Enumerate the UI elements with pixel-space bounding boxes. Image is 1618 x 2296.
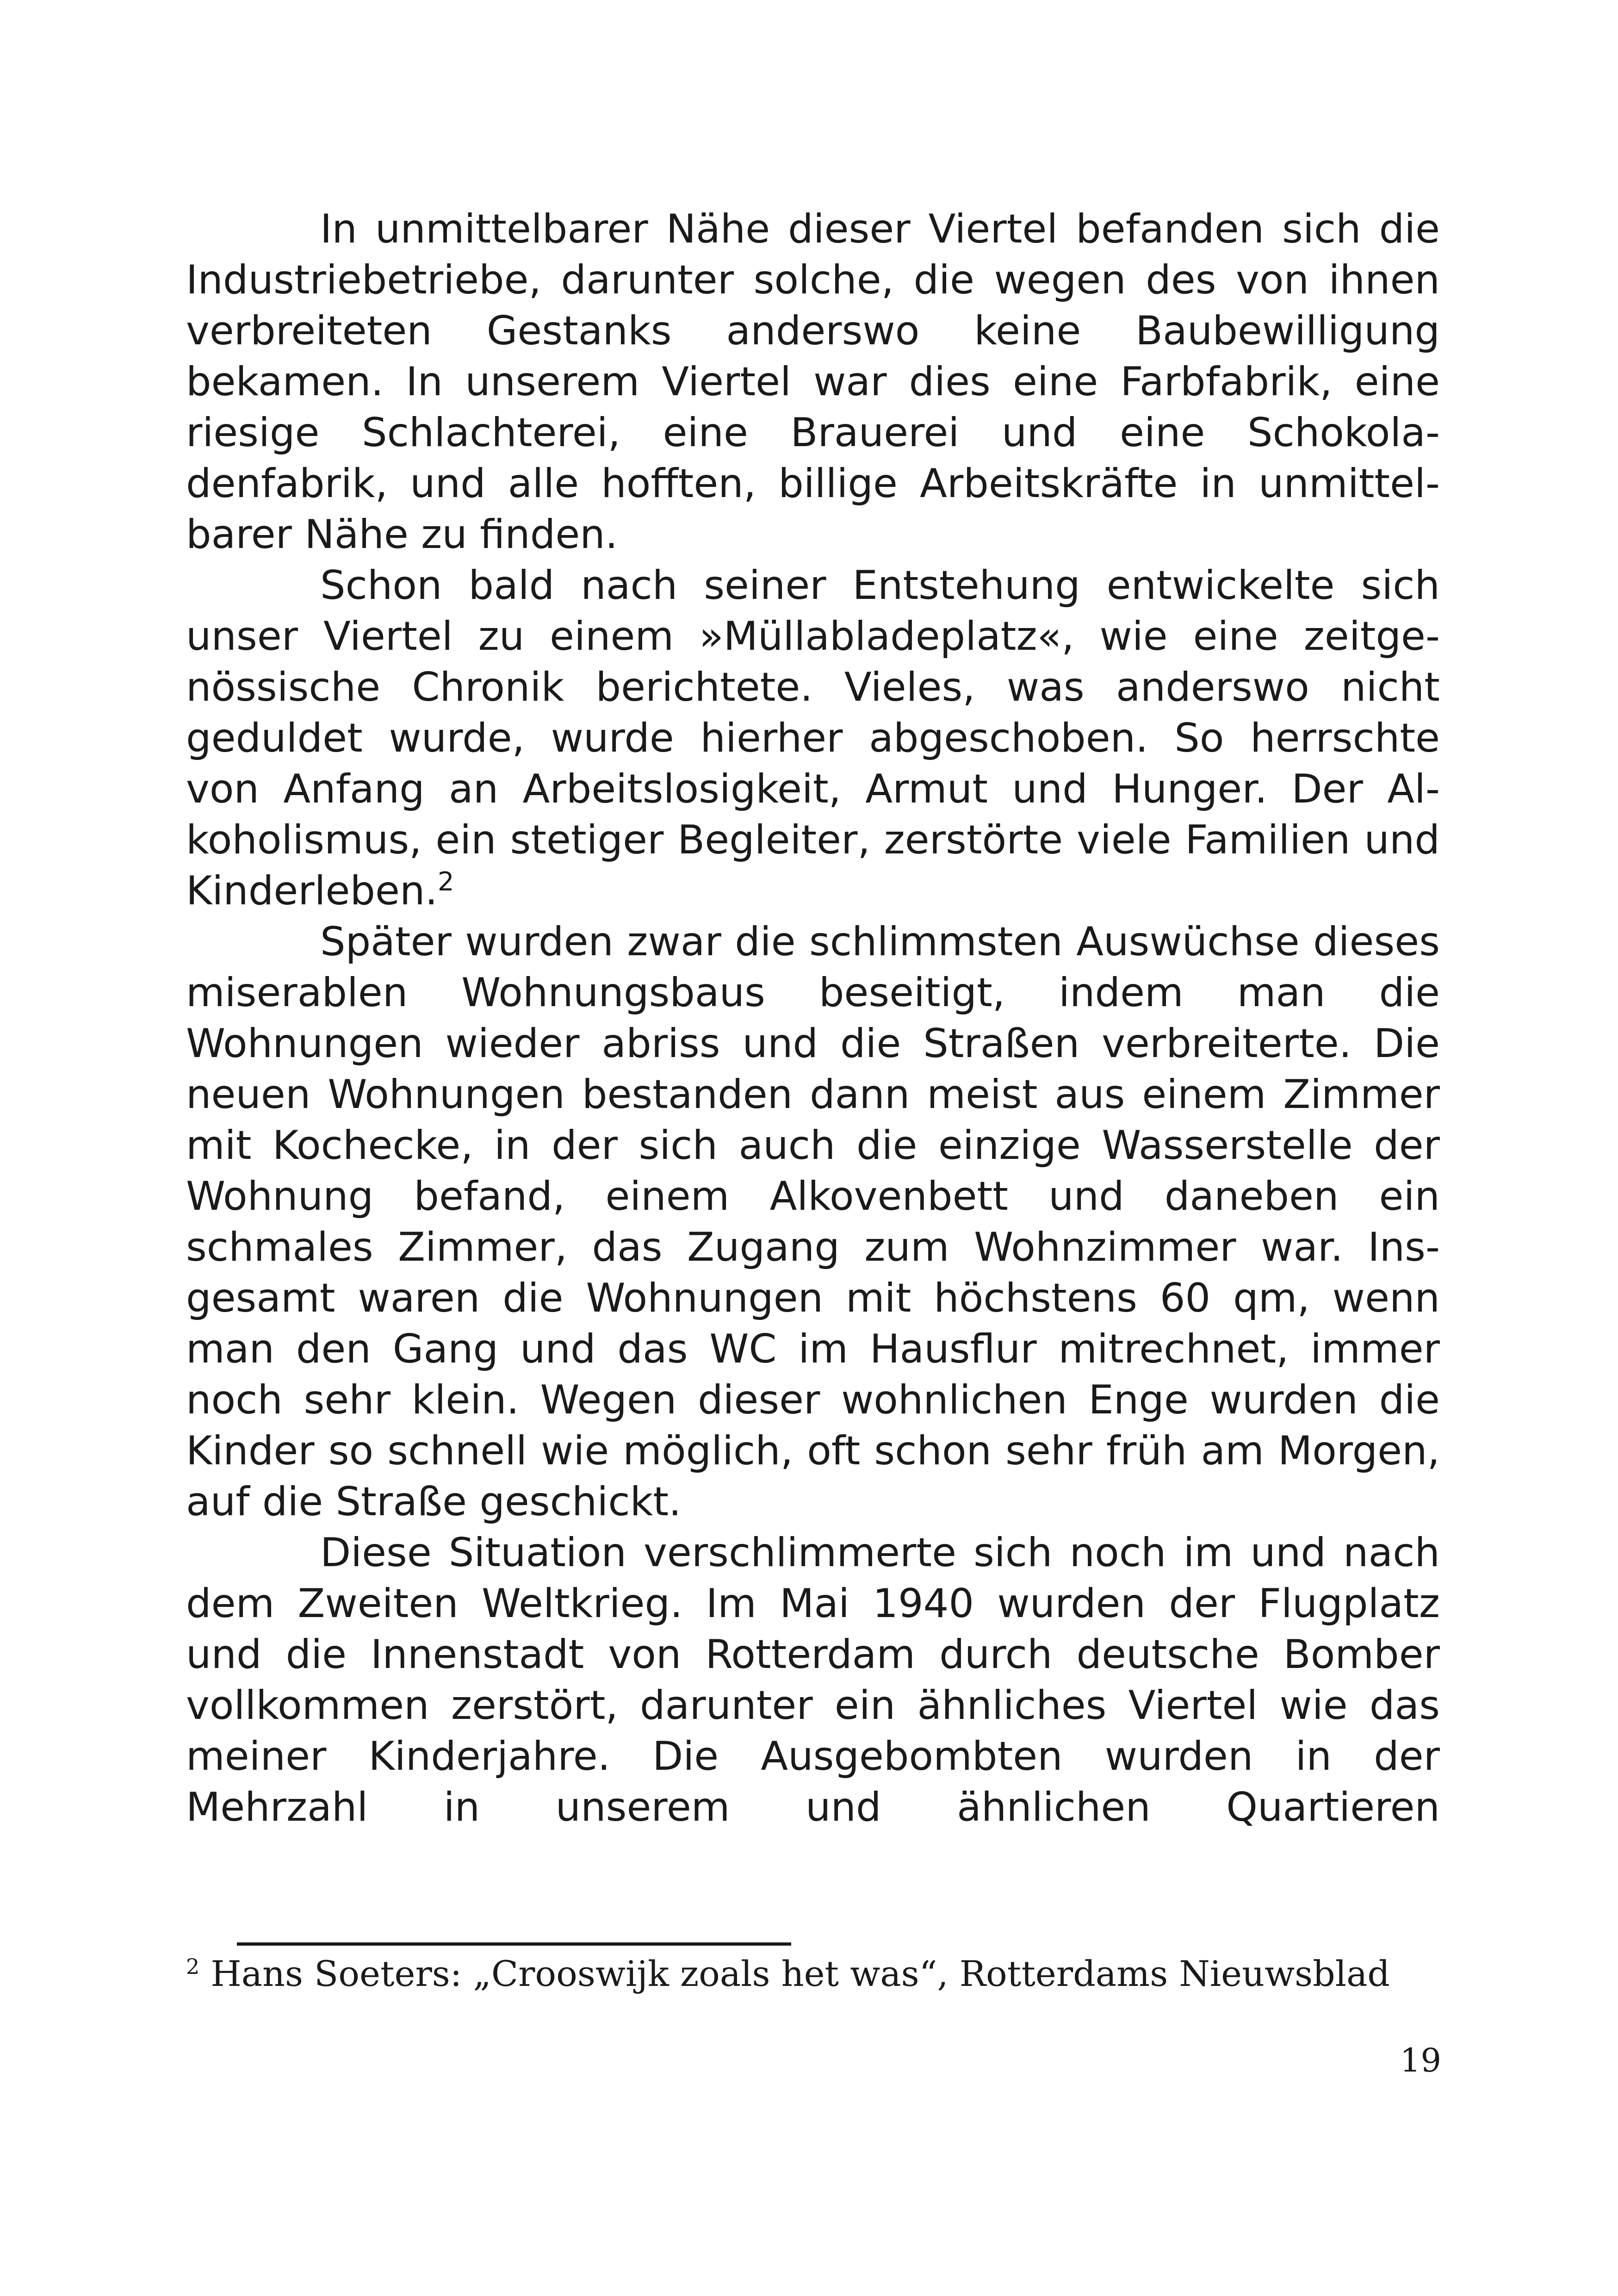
paragraph-3: Später wurden zwar die schlimmsten Auswüchse dieses miserablen Wohnungsbaus beseitigt, indem man die Wohnungen wieder abriss und die Straßen verbreiterte. Die neuen Wohnungen bestanden dann meist aus einem Zimmer mit Kochecke, in der sich auch die einzige Wasserstelle der Wohnung befand, einem Alkovenbett und daneben ein schmales Zimmer, das Zugang zum Wohnzimmer war. Insgesamt waren die Wohnungen mit höchstens 60 qm, wenn man den Gang und das WC im Hausflur mitrechnet, immer noch sehr klein. Wegen dieser wohnlichen Enge wurden die Kinder so schnell wie möglich, oft schon sehr früh am Morgen, auf die Straße geschickt. xyxy=(186,919,1440,1525)
body-text xyxy=(186,204,1440,1833)
paragraph-1: In unmittelbarer Nähe dieser Viertel befanden sich die Industriebetriebe, darunter solche, die wegen des von ihnen verbreiteten Gestanks anderswo keine Baubewilligung bekamen. In unserem Viertel war dies eine Farbfabrik, eine riesige Schlachterei, eine Brauerei und eine Schokoladenfabrik, und alle hofften, billige Arbeitskräfte in unmittelbarer Nähe zu finden. xyxy=(186,206,1440,558)
page-number: 19 xyxy=(1400,2041,1441,2079)
footnote-separator xyxy=(237,1942,791,1946)
footnote-number: 2 xyxy=(186,1954,200,1979)
paragraph-2-text: Schon bald nach seiner Entstehung entwickelte sich unser Viertel zu einem »Müllabladeplatz«, wie eine zeitgenössische Chronik berichtete. Vieles, was anderswo nicht geduldet wurde, wurde hierher abgeschoben. So herrschte von Anfang an Arbeitslosigkeit, Armut und Hunger. Der Alkoholismus, ein stetiger Begleiter, zerstörte viele Familien und Kinderleben. xyxy=(186,562,1440,914)
paragraph-4: Diese Situation verschlimmerte sich noch im und nach dem Zweiten Weltkrieg. Im Mai 1940 wurden der Flugplatz und die Innenstadt von Rotterdam durch deutsche Bomber vollkommen zerstört, darunter ein ähnliches Viertel wie das meiner Kinderjahre. Die Ausgebombten wurden in der Mehrzahl in unserem und ähnlichen Quartieren xyxy=(186,1530,1440,1830)
footnote-text: Hans Soeters: „Crooswijk zoals het was“, Rotterdams Nieuwsblad xyxy=(211,1953,1390,1994)
footnote xyxy=(186,1948,1440,1999)
footnote-reference: 2 xyxy=(437,867,454,897)
paragraph-2 xyxy=(186,560,1440,916)
